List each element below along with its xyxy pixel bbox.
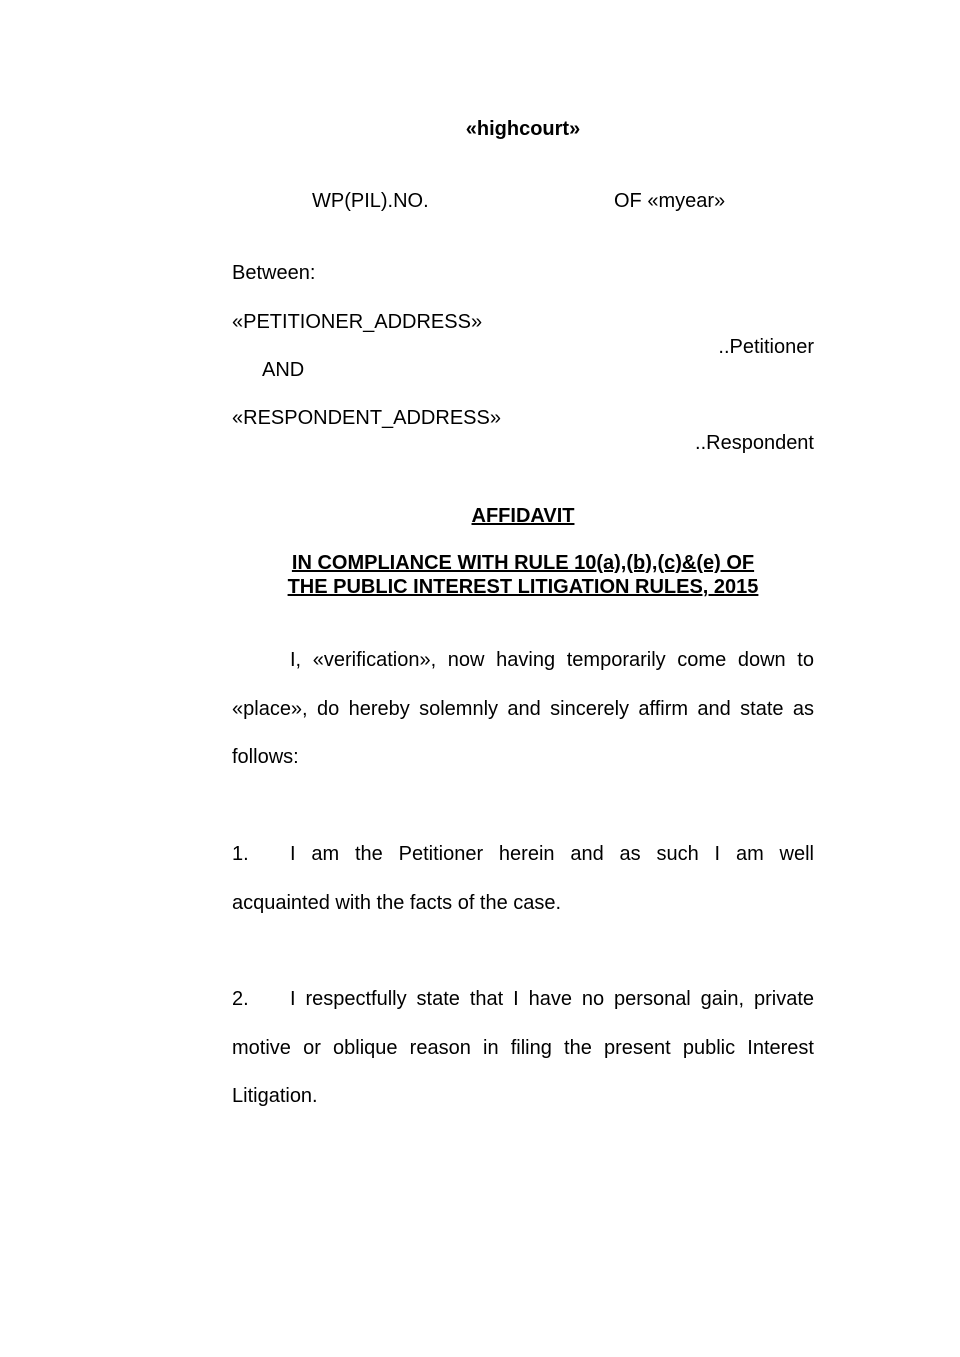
respondent-label: ..Respondent bbox=[695, 432, 814, 454]
case-number-label: WP(PIL).NO. bbox=[312, 190, 429, 212]
document-subheading bbox=[232, 551, 814, 599]
case-year: OF «myear» bbox=[614, 190, 726, 212]
numbered-paragraph bbox=[232, 975, 814, 1121]
petitioner-address: «PETITIONER_ADDRESS» bbox=[232, 311, 483, 333]
numbered-paragraph bbox=[232, 830, 814, 927]
subheading-line-1: IN COMPLIANCE WITH RULE 10(a),(b),(c)&(e) OF bbox=[291, 552, 755, 574]
subheading-line-2: THE PUBLIC INTEREST LITIGATION RULES, 2015 bbox=[287, 576, 759, 598]
petitioner-label: ..Petitioner bbox=[718, 336, 814, 358]
document-heading: AFFIDAVIT bbox=[471, 505, 575, 527]
between-label: Between: bbox=[232, 262, 316, 284]
intro-paragraph: I, «verification», now having temporarily come down to «place», do hereby solemnly and sincerely affirm and state as follows: bbox=[232, 649, 814, 768]
and-label: AND bbox=[262, 359, 305, 381]
paragraph-text: I am the Petitioner herein and as such I am well acquainted with the facts of the case. bbox=[232, 843, 814, 914]
paragraph-number: 2. bbox=[232, 988, 249, 1010]
respondent-address: «RESPONDENT_ADDRESS» bbox=[232, 407, 501, 429]
paragraph-text: I respectfully state that I have no personal gain, private motive or oblique reason in filing the present public Interest Litigation. bbox=[232, 988, 814, 1107]
paragraph-number: 1. bbox=[232, 843, 249, 865]
court-name: «highcourt» bbox=[465, 118, 581, 140]
